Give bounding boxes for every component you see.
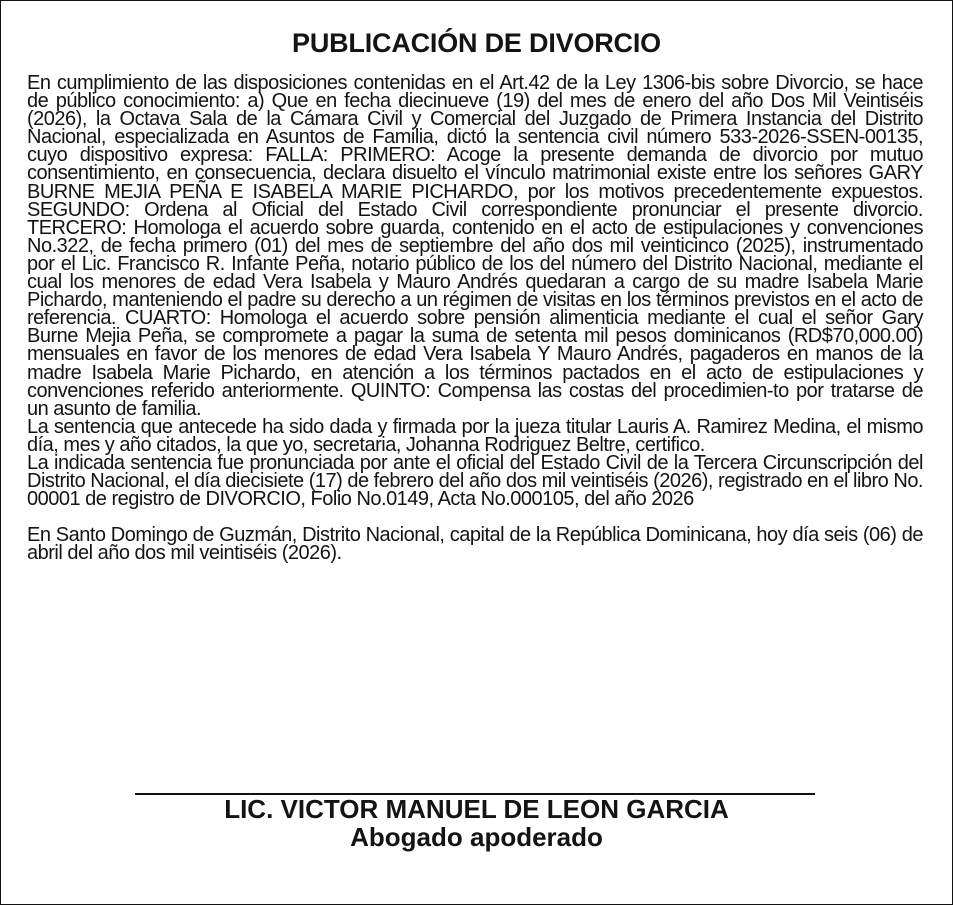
signer-name: LIC. VICTOR MANUEL DE LEON GARCIA xyxy=(224,794,729,824)
signature-certification-paragraph: La sentencia que antecede ha sido dada y firmada por la jueza titular Lauris A. Ramirez Medina, el mismo día, mes y año citados, la que yo, secretaria, Johanna Rodriguez Beltre, certifico. xyxy=(27,415,923,456)
notice-title: PUBLICACIÓN DE DIVORCIO xyxy=(292,28,661,58)
signer-role: Abogado apoderado xyxy=(350,822,603,852)
notice-body xyxy=(27,72,923,565)
registration-paragraph: La indicada sentencia fue pronunciada por ante el oficial del Estado Civil de la Tercera Circunscripción del Distrito Nacional, el día diecisiete (17) de febrero del año dos mil veintiséis (2026), registrado en el libro No. 00001 de registro de DIVORCIO, Folio No.0149, Acta No.000105, del año 2026 xyxy=(27,451,923,511)
ruling-paragraph: En cumplimiento de las disposiciones contenidas en el Art.42 de la Ley 1306-bis sobre Divorcio, se hace de público conocimiento: a) Que en fecha diecinueve (19) del mes de enero del año Dos Mil Veintiséis (2026), la Octava Sala de la Cámara Civil y Comercial del Juzgado de Primera Instancia del Distrito Nacional, especializada en Asuntos de Familia, dictó la sentencia civil número 533-2026-SSEN-00135, cuyo dispositivo expresa: FALLA: PRIMERO: Acoge la presente demanda de divorcio por mutuo consentimiento, en consecuencia, declara disuelto el vínculo matrimonial existe entre los señores GARY BURNE MEJIA PEÑA E ISABELA MARIE PICHARDO, por los motivos precedentemente expuestos. SEGUNDO: Ordena al Oficial del Estado Civil correspondiente pronunciar el presente divorcio. TERCERO: Homologa el acuerdo sobre guarda, contenido en el acto de estipulaciones y convenciones No.322, de fecha primero (01) del mes de septiembre del año dos mil veinticinco (2025), instrumentado por el Lic. Francisco R. Infante Peña, notario público de los del número del Distrito Nacional, mediante el cual los menores de edad Vera Isabela y Mauro Andrés quedaran a cargo de su madre Isabela Marie Pichardo, manteniendo el padre su derecho a un régimen de visitas en los términos previstos en el acto de referencia. CUARTO: Homologa el acuerdo sobre pensión alimenticia mediante el cual el señor Gary Burne Mejia Peña, se compromete a pagar la suma de setenta mil pesos dominicanos (RD$70,000.00) mensuales en favor de los menores de edad Vera Isabela Y Mauro Andrés, pagaderos en manos de la madre Isabela Marie Pichardo, en atención a los términos pactados en el acto de estipulaciones y convenciones referido anteriormente. QUINTO: Compensa las costas del procedimien-to por tratarse de un asunto de familia. xyxy=(27,72,923,420)
place-date-paragraph: En Santo Domingo de Guzmán, Distrito Nacional, capital de la República Dominicana, hoy día seis (06) de abril del año dos mil veintiséis (2026). xyxy=(27,524,923,565)
